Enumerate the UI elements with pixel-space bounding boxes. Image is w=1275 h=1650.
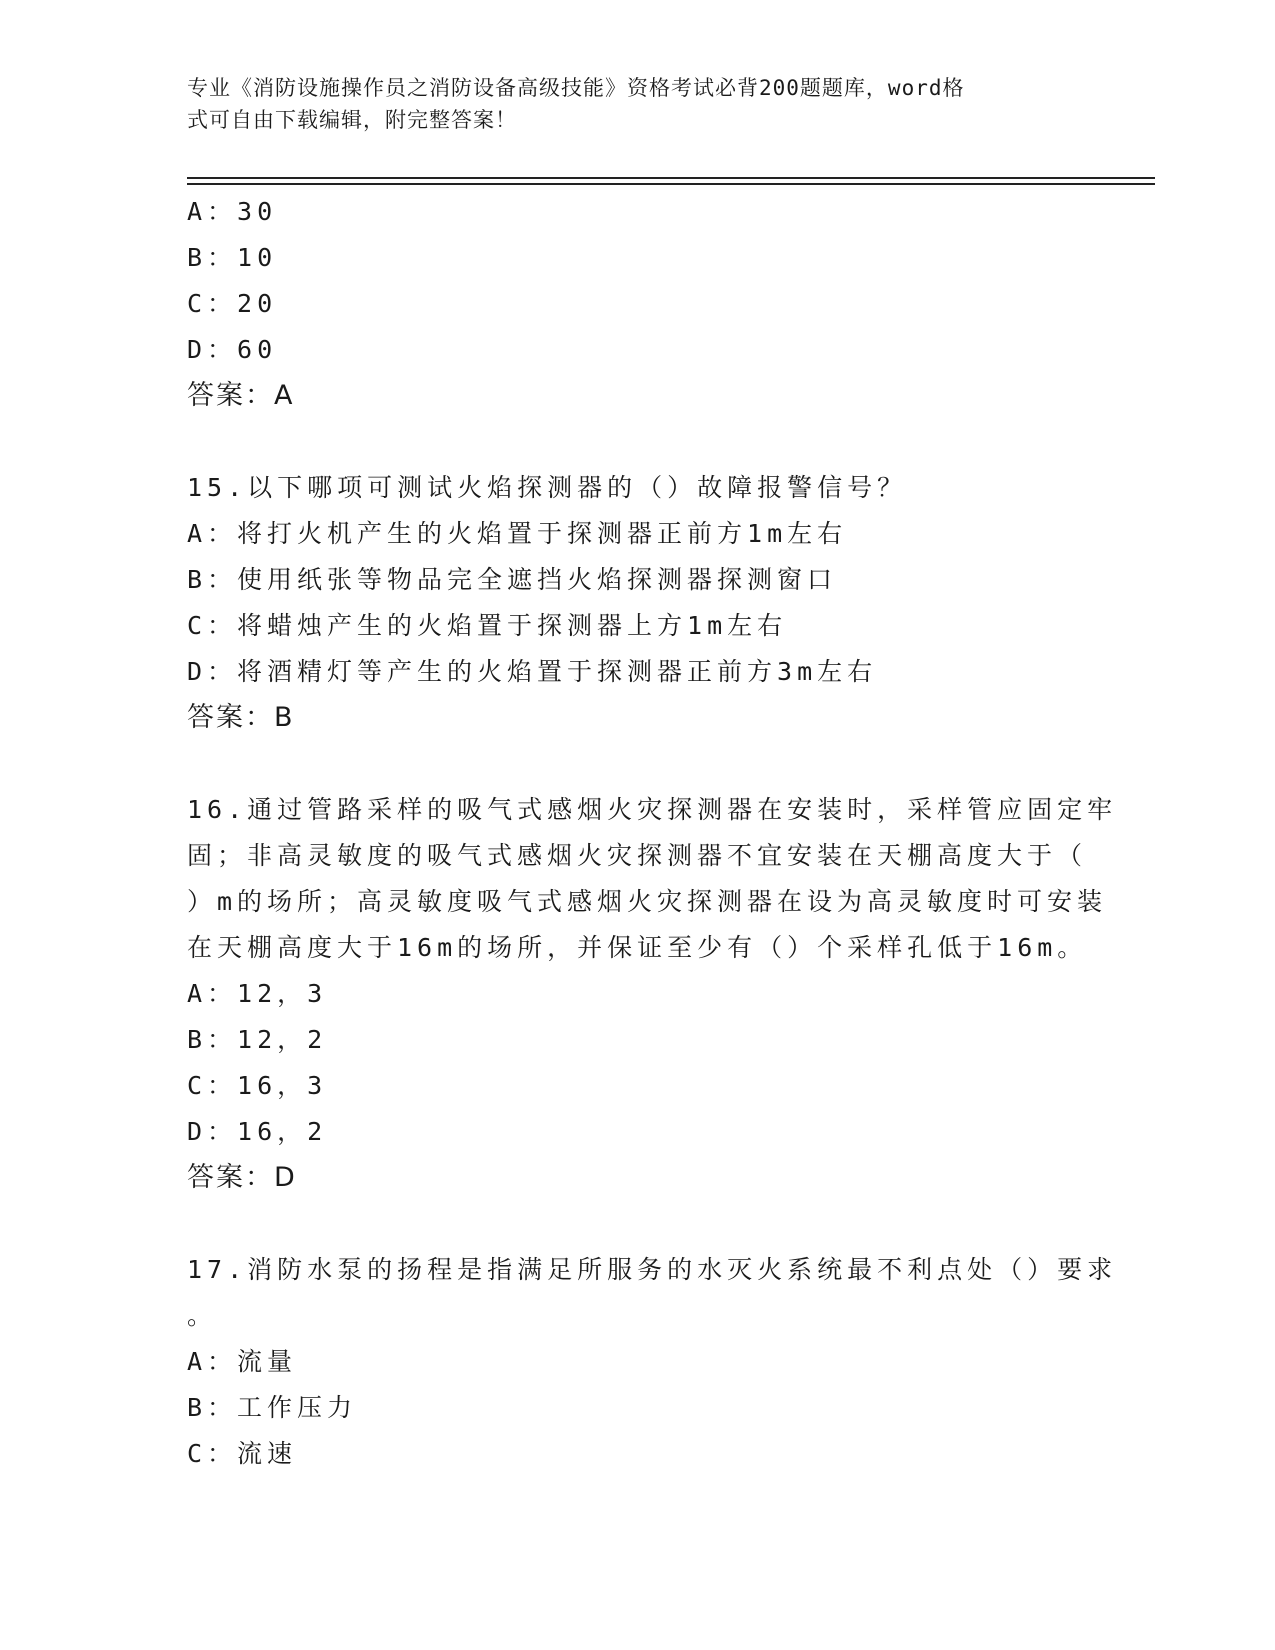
option-a: A：30 [187,197,278,226]
document-header [187,72,1067,136]
option-b: B：工作压力 [187,1393,358,1422]
question-stem [187,1247,1118,1339]
option-b: B：使用纸张等物品完全遮挡火焰探测器探测窗口 [187,565,838,594]
stem-line: 16.通过管路采样的吸气式感烟火灾探测器在安装时，采样管应固定牢 [187,795,1118,824]
stem-line: ）m的场所；高灵敏度吸气式感烟火灾探测器在设为高灵敏度时可安装 [187,887,1108,916]
option-b: B：12，2 [187,1025,328,1054]
stem-line: 。 [187,1301,218,1330]
option-d: D：60 [187,335,278,364]
question-stem [187,787,1118,971]
answer-line: 答案：A [187,380,295,411]
header-line-2: 式可自由下载编辑，附完整答案！ [187,108,517,132]
question-stem [187,465,1087,511]
option-a: A：将打火机产生的火焰置于探测器正前方1m左右 [187,519,848,548]
stem-line: 15.以下哪项可测试火焰探测器的（）故障报警信号？ [187,473,908,502]
stem-line: 固；非高灵敏度的吸气式感烟火灾探测器不宜安装在天棚高度大于（ [187,841,1088,870]
spacer [187,741,1087,787]
header-divider-top [187,177,1155,179]
answer-line: 答案：B [187,702,295,733]
spacer [187,1201,1087,1247]
question-16 [187,787,1118,1201]
option-c: C：流速 [187,1439,298,1468]
answer-line: 答案：D [187,1162,297,1193]
question-17 [187,1247,1118,1477]
header-divider-bottom [187,183,1155,185]
option-c: C：20 [187,289,278,318]
option-a: A：流量 [187,1347,298,1376]
question-15 [187,465,1087,741]
question-14 [187,189,1087,419]
spacer [187,419,1087,465]
option-c: C：16，3 [187,1071,328,1100]
question-list [187,189,1118,1477]
header-line-1: 专业《消防设施操作员之消防设备高级技能》资格考试必背200题题库，word格 [187,76,965,100]
option-d: D：将酒精灯等产生的火焰置于探测器正前方3m左右 [187,657,878,686]
option-d: D：16，2 [187,1117,328,1146]
stem-line: 在天棚高度大于16m的场所，并保证至少有（）个采样孔低于16m。 [187,933,1088,962]
option-b: B：10 [187,243,278,272]
option-a: A：12，3 [187,979,328,1008]
option-c: C：将蜡烛产生的火焰置于探测器上方1m左右 [187,611,788,640]
stem-line: 17.消防水泵的扬程是指满足所服务的水灭火系统最不利点处（）要求 [187,1255,1118,1284]
